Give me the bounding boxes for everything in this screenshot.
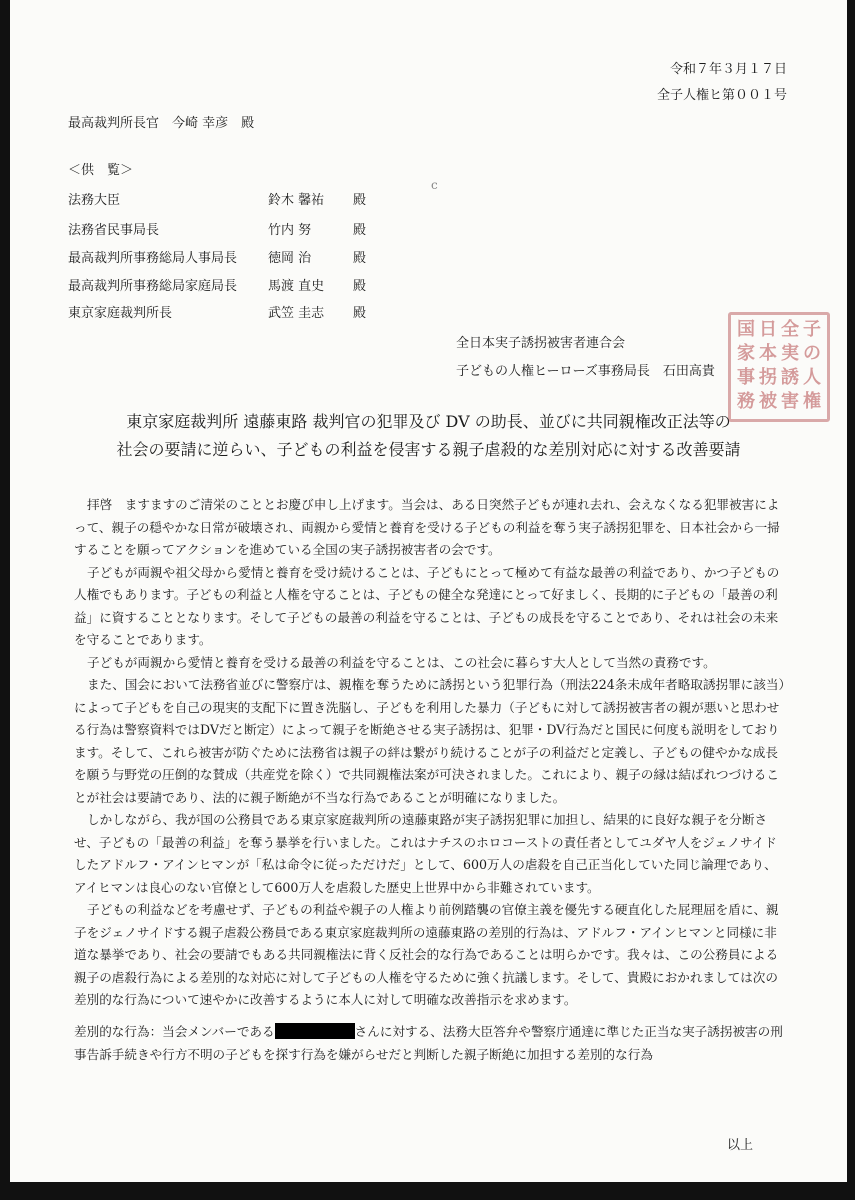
redaction-bar: [275, 1023, 355, 1039]
stray-mark: c: [431, 178, 438, 192]
cc-honorific: 殿: [353, 251, 367, 266]
addressee: 最高裁判所長官 今崎 幸彦 殿: [68, 116, 255, 131]
screen-border-left: [0, 0, 10, 1200]
cc-title: 最高裁判所事務総局人事局長: [68, 251, 238, 266]
document-body: [74, 494, 786, 1012]
reference-number: 全子人権ヒ第００１号: [656, 88, 787, 103]
seal-char: の: [803, 343, 821, 364]
cc-honorific: 殿: [353, 193, 367, 208]
seal-char: 害: [781, 391, 799, 412]
body-paragraph: しかしながら、我が国の公務員である東京家庭裁判所の遠藤東路が実子誘拐犯罪に加担し、結果的に良好な親子を分断させ、子どもの「最善の利益」を奪う暴挙を行いました。これはナチスのホロコーストの責任者としてユダヤ人をジェノサイドしたアドルフ・アインヒマンが「私は命令に従っただけだ」として、600万人の虐殺を自己正当化していた同じ論理であり、アイヒマンは良心のない官僚として600万人を虐殺した歴史上世界中から非難されています。: [74, 812, 777, 895]
request-text-before: 差別的な行為：当会メンバーである: [74, 1024, 275, 1039]
seal-char: 被: [759, 391, 777, 412]
seal-char: 実: [781, 343, 799, 364]
seal-char: 務: [737, 391, 755, 412]
seal-char: 日: [759, 319, 777, 340]
body-paragraph: 子どもの利益などを考慮せず、子どもの利益や親子の人権より前例踏襲の官僚主義を優先する硬直化した屁理屈を盾に、親子をジェノサイドする親子虐殺公務員である東京家庭裁判所の遠藤東路の差別的行為は、アドルフ・アインヒマンと同様に非道な暴挙であり、社会の要請でもある共同親権法に背く反社会的な行為であることは明らかです。我々は、この公務員による親子の虐殺行為による差別的な対応に対して子どもの人権を守るために強く抗議します。そして、貴殿におかれましては次の差別的な行為について速やかに改善するように本人に対して明確な改善指示を求めます。: [74, 902, 779, 1007]
cc-name: 竹内 努: [268, 223, 312, 238]
seal-char: 子: [803, 319, 821, 340]
cc-title: 法務大臣: [68, 193, 121, 208]
seal-char: 国: [737, 319, 755, 340]
screen-border-bottom: [0, 1182, 855, 1200]
seal-char: 拐: [759, 367, 777, 388]
seal-char: 事: [737, 367, 755, 388]
seal-char: 本: [759, 343, 777, 364]
seal-char: 誘: [781, 367, 799, 388]
cc-name: 徳岡 治: [268, 251, 312, 266]
cc-name: 鈴木 馨祐: [268, 193, 325, 208]
body-paragraph: 子どもが両親から愛情と養育を受ける最善の利益を守ることは、この社会に暮らす大人として当然の責務です。: [87, 654, 716, 670]
seal-char: 人: [803, 367, 821, 388]
cc-honorific: 殿: [353, 223, 367, 238]
official-seal-stamp: [728, 312, 830, 422]
request-text-after: さんに対する、法務大臣答弁や警察庁通達に準じた正当な実子誘拐被害の刑事告訴手続きや行方不明の子どもを探す行為を嫌がらせだと判断した親子断絶に加担する差別的な行為: [74, 1024, 783, 1062]
cc-name: 武笠 圭志: [268, 306, 325, 321]
cc-label: ＜供 覧＞: [68, 163, 134, 178]
body-paragraph: 拝啓 ますますのご清栄のこととお慶び申し上げます。当会は、ある日突然子どもが連れ去れ、会えなくなる犯罪被害によって、親子の穏やかな日常が破壊され、両親から愛情と養育を受ける子どもの利益を奪う実子誘拐犯罪を、日本社会から一掃することを願ってアクションを進めている全国の実子誘拐被害者の会です。: [74, 497, 780, 557]
cc-honorific: 殿: [353, 279, 367, 294]
cc-name: 馬渡 直史: [268, 279, 325, 294]
sender-organization: 全日本実子誘拐被害者連合会: [456, 336, 626, 351]
seal-char: 全: [781, 319, 799, 340]
cc-title: 東京家庭裁判所長: [68, 306, 173, 321]
document-date: 令和７年３月１７日: [669, 62, 787, 77]
body-paragraph: 子どもが両親や祖父母から愛情と養育を受け続けることは、子どもにとって極めて有益な最善の利益であり、かつ子どもの人権でもあります。子どもの利益と人権を守ることは、子どもの健全な発達にとって好ましく、長期的に子どもの「最善の利益」に資することとなります。そして子どもの最善の利益を守ることは、子どもの成長を守ることであり、それは社会の未来を守ることであります。: [74, 564, 780, 647]
document-title-line-2: 社会の要請に逆らい、子どもの利益を侵害する親子虐殺的な差別対応に対する改善要請: [116, 440, 741, 459]
sender-person: 子どもの人権ヒーローズ事務局長 石田高貴: [456, 364, 715, 379]
screen-border-right: [847, 0, 855, 1200]
cc-honorific: 殿: [353, 306, 367, 321]
discriminatory-act-statement: [74, 1020, 786, 1066]
seal-char: 家: [737, 343, 755, 364]
cc-title: 最高裁判所事務総局家庭局長: [68, 279, 238, 294]
document-title-line-1: 東京家庭裁判所 遠藤東路 裁判官の犯罪及び DV の助長、並びに共同親権改正法等の: [126, 412, 731, 431]
body-paragraph: また、国会において法務省並びに警察庁は、親権を奪うために誘拐という犯罪行為（刑法224条未成年者略取誘拐罪に該当）によって子どもを自己の現実的支配下に置き洗脳し、子どもを利用した暴力（子どもに対して誘拐被害者の親が悪いと思わせる行為は警察資料ではDVだと断定）によって親子を断絶させる実子誘拐は、犯罪・DV行為だと国民に何度も説明をしております。そして、これら被害が防ぐために法務省は親子の絆は繋がり続けることが子の利益だと定義し、子どもの健やかな成長を願う与野党の圧倒的な賛成（共産党を除く）で共同親権法案が可決されました。これにより、親子の縁は結ばれつづけることが社会は要請であり、法的に親子断絶が不当な行為であることが明確になりました。: [74, 677, 785, 805]
document-page: [10, 0, 847, 1182]
closing-mark: 以上: [727, 1138, 754, 1153]
seal-char: 権: [803, 391, 821, 412]
cc-title: 法務省民事局長: [68, 223, 160, 238]
